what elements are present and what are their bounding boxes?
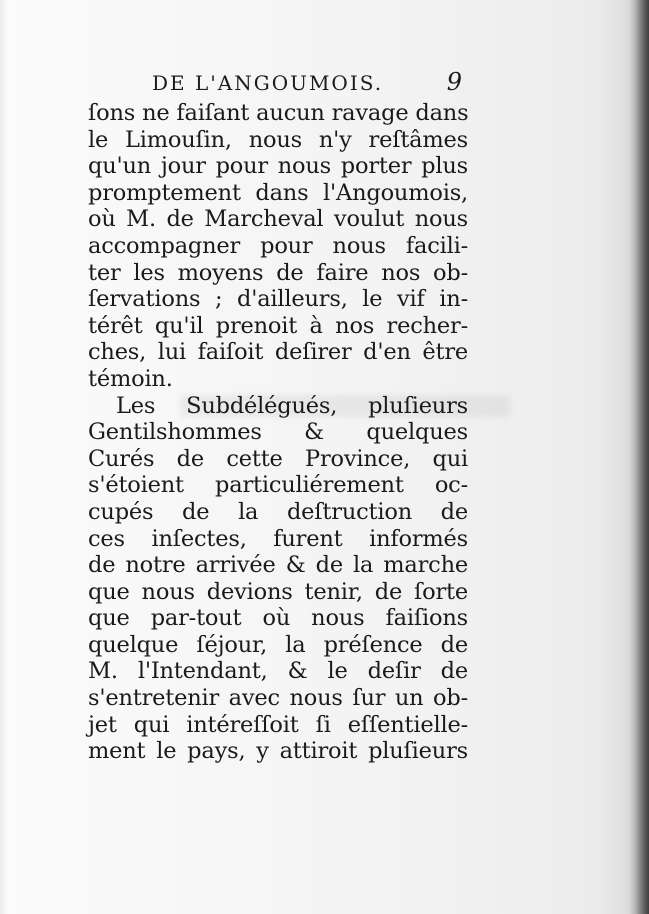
text-line: cupés de la deſtruction de <box>88 498 468 525</box>
text-line: ſons ne faiſant aucun ravage dans <box>88 100 469 126</box>
text-line: où M. de Marcheval voulut nous <box>88 206 468 233</box>
text-line: térêt qu'il prenoit à nos recher- <box>88 312 468 339</box>
text-line: jet qui intéreſſoit ſi eſſentielle- <box>88 711 468 738</box>
text-line: quelque ſéjour, la préſence de <box>88 631 468 658</box>
page-number: 9 <box>446 68 462 96</box>
text-line: ment le pays, y attiroit pluſieurs <box>88 738 468 765</box>
text-line: Les Subdélégués, pluſieurs <box>116 392 468 419</box>
running-head: DE L'ANGOUMOIS. <box>152 71 384 95</box>
text-line: ces inſectes, furent informés <box>88 525 468 552</box>
text-line: Curés de cette Province, qui <box>88 445 468 472</box>
text-line: que nous devions tenir, de ſorte <box>88 578 468 605</box>
text-line: s'entretenir avec nous ſur un ob- <box>88 685 468 712</box>
text-line: que par-tout où nous faiſions <box>88 605 468 632</box>
page-left-edge <box>0 0 8 914</box>
text-line: témoin. <box>88 365 173 392</box>
binding-gutter-shadow <box>627 0 649 914</box>
paragraph-2 <box>88 393 468 765</box>
body-text <box>88 100 468 765</box>
text-line: s'étoient particuliérement oc- <box>88 472 468 499</box>
paragraph-1 <box>88 100 468 393</box>
text-line: ſervations ; d'ailleurs, le vif in- <box>88 286 468 313</box>
text-line: accompagner pour nous facili- <box>88 232 468 259</box>
text-line: M. l'Intendant, & le deſir de <box>88 658 468 685</box>
text-line: de notre arrivée & de la marche <box>88 552 468 579</box>
text-line: ter les moyens de faire nos ob- <box>88 259 468 286</box>
text-line: Gentilshommes & quelques <box>88 419 468 446</box>
text-line: le Limouſin, nous n'y reſtâmes <box>88 126 468 153</box>
text-line: ches, lui faiſoit deſirer d'en être <box>88 339 468 366</box>
page-header <box>152 68 470 98</box>
text-line: qu'un jour pour nous porter plus <box>88 153 468 180</box>
text-line: promptement dans l'Angoumois, <box>88 179 468 206</box>
